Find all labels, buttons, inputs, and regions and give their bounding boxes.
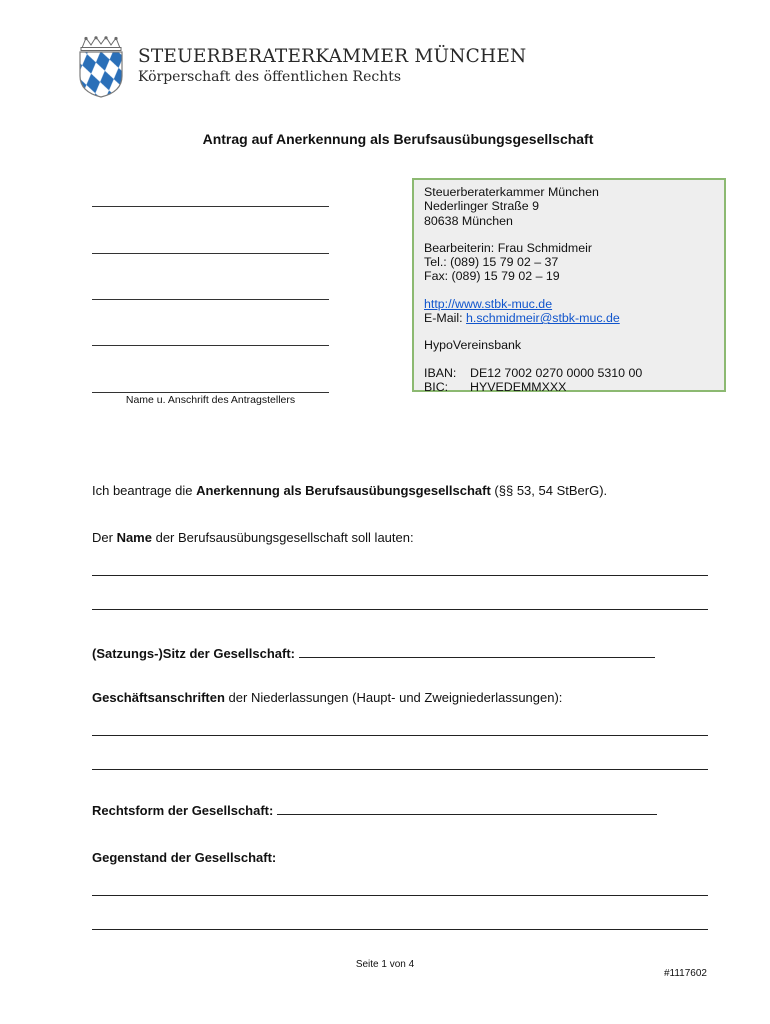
legal-form-field bbox=[92, 803, 657, 818]
purpose-line-1[interactable] bbox=[92, 895, 708, 896]
purpose-prompt: Gegenstand der Gesellschaft: bbox=[92, 850, 277, 865]
organization-name: STEUERBERATERKAMMER MÜNCHEN bbox=[138, 46, 527, 67]
document-id: #1117602 bbox=[663, 968, 707, 979]
contact-city: 80638 München bbox=[424, 213, 513, 228]
seat-label: (Satzungs-)Sitz der Gesellschaft: bbox=[92, 646, 295, 661]
legal-form-input-line[interactable] bbox=[277, 803, 657, 815]
applicant-line-5[interactable] bbox=[92, 392, 329, 393]
company-name-prompt: Der Name der Berufsausübungsgesellschaft soll lauten: bbox=[92, 530, 414, 545]
applicant-line-3[interactable] bbox=[92, 299, 329, 300]
request-statement: Ich beantrage die Anerkennung als Berufsausübungsgesellschaft (§§ 53, 54 StBerG). bbox=[92, 483, 608, 498]
business-address-line-1[interactable] bbox=[92, 735, 708, 736]
applicant-line-2[interactable] bbox=[92, 253, 329, 254]
bic-label: BIC: bbox=[424, 379, 449, 394]
email-link[interactable]: h.schmidmeir@stbk-muc.de bbox=[466, 311, 620, 326]
legal-form-label: Rechtsform der Gesellschaft: bbox=[92, 803, 274, 818]
company-name-line-2[interactable] bbox=[92, 609, 708, 610]
seat-input-line[interactable] bbox=[299, 646, 655, 658]
contact-tel: Tel.: (089) 15 79 02 – 37 bbox=[424, 255, 559, 270]
bic-value: HYVEDEMMXXX bbox=[470, 379, 567, 394]
contact-fax: Fax: (089) 15 79 02 – 19 bbox=[424, 269, 560, 284]
applicant-caption: Name u. Anschrift des Antragstellers bbox=[125, 394, 296, 406]
request-emphasis: Anerkennung als Berufsausübungsgesellschaft bbox=[196, 483, 491, 498]
iban-label: IBAN: bbox=[424, 365, 457, 380]
contact-org: Steuerberaterkammer München bbox=[424, 185, 599, 199]
page-number: Seite 1 von 4 bbox=[355, 959, 415, 970]
email-label: E-Mail: bbox=[424, 311, 463, 326]
business-addresses-prompt: Geschäftsanschriften der Niederlassungen (Haupt- und Zweigniederlassungen): bbox=[92, 690, 563, 705]
contact-handler: Bearbeiterin: Frau Schmidmeir bbox=[424, 240, 593, 255]
organization-subtitle: Körperschaft des öffentlichen Rechts bbox=[138, 69, 402, 85]
website-link[interactable]: http://www.stbk-muc.de bbox=[424, 296, 553, 311]
bavarian-coat-of-arms-icon bbox=[76, 36, 126, 98]
document-title: Antrag auf Anerkennung als Berufsausübungsgesellschaft bbox=[202, 131, 594, 147]
iban-value: DE12 7002 0270 0000 5310 00 bbox=[470, 365, 643, 380]
applicant-line-4[interactable] bbox=[92, 345, 329, 346]
business-address-line-2[interactable] bbox=[92, 769, 708, 770]
purpose-line-2[interactable] bbox=[92, 929, 708, 930]
bank-name: HypoVereinsbank bbox=[424, 338, 522, 353]
contact-street: Nederlinger Straße 9 bbox=[424, 199, 540, 214]
applicant-line-1[interactable] bbox=[92, 206, 329, 207]
contact-info-box bbox=[412, 178, 726, 392]
seat-field bbox=[92, 646, 655, 661]
company-name-line-1[interactable] bbox=[92, 575, 708, 576]
